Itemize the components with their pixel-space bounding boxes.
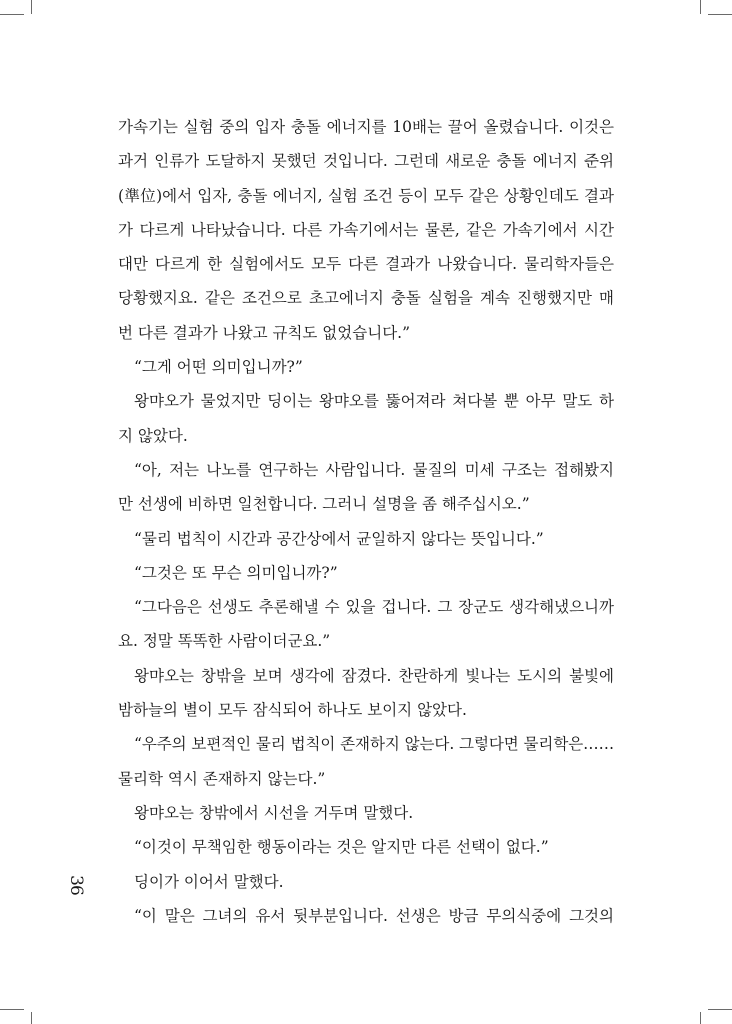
text-line: 요. 정말 똑똑한 사람이더군요.” [118,632,331,651]
text-line: “물리 법칙이 시간과 공간상에서 균일하지 않다는 뜻입니다.” [134,529,544,548]
text-line: (準位)에서 입자, 충돌 에너지, 실험 조건 등이 모두 같은 상황인데도 결과 [118,186,614,205]
text-line: 대만 다르게 한 실험에서도 모두 다른 결과가 나왔습니다. 물리학자들은 [118,255,614,274]
text-line: 번 다른 결과가 나왔고 규칙도 없었습니다.” [118,323,411,342]
text-line: “그다음은 선생도 추론해낼 수 있을 겁니다. 그 장군도 생각해냈으니까 [134,598,614,617]
text-line: “이것이 무책임한 행동이라는 것은 알지만 다른 선택이 없다.” [134,838,549,857]
text-line: 왕먀오는 창밖에서 시선을 거두며 말했다. [134,803,414,822]
crop-mark-bottom-right-vertical [700,1012,701,1024]
crop-mark-bottom-left-horizontal [0,1009,24,1010]
crop-mark-bottom-right-horizontal [708,1009,732,1010]
text-line: 지 않았다. [118,426,188,445]
text-line: 과거 인류가 도달하지 못했던 것입니다. 그런데 새로운 충돌 에너지 준위 [118,152,614,171]
text-line: 가 다르게 나타났습니다. 다른 가속기에서는 물론, 같은 가속기에서 시간 [118,220,614,239]
body-text [118,110,614,933]
text-line: “그게 어떤 의미입니까?” [134,358,303,377]
crop-mark-top-right-horizontal [708,14,732,15]
text-line: 당황했지요. 같은 조건으로 초고에너지 충돌 실험을 계속 진행했지만 매 [118,289,614,308]
text-line: “이 말은 그녀의 유서 뒷부분입니다. 선생은 방금 무의식중에 그것의 [134,906,614,925]
crop-mark-top-left-vertical [31,0,32,14]
text-line: 딩이가 이어서 말했다. [134,872,284,891]
text-line: 왕먀오는 창밖을 보며 생각에 잠겼다. 찬란하게 빛나는 도시의 불빛에 [134,666,614,685]
page-number: 36 [66,875,86,895]
text-line: 만 선생에 비하면 일천합니다. 그러니 설명을 좀 해주십시오.” [118,495,530,514]
crop-mark-bottom-left-vertical [31,1012,32,1024]
text-line: “그것은 또 무슨 의미입니까?” [134,563,338,582]
crop-mark-top-right-vertical [700,0,701,14]
text-line: 가속기는 실험 중의 입자 충돌 에너지를 10배는 끌어 올렸습니다. 이것은 [118,118,614,136]
crop-mark-top-left-horizontal [0,14,24,15]
text-line: 물리학 역시 존재하지 않는다.” [118,769,326,788]
text-line: 왕먀오가 물었지만 딩이는 왕먀오를 뚫어져라 쳐다볼 뿐 아무 말도 하 [134,392,614,411]
text-line: 밤하늘의 별이 모두 잠식되어 하나도 보이지 않았다. [118,701,467,720]
text-line: “아, 저는 나노를 연구하는 사람입니다. 물질의 미세 구조는 접해봤지 [134,460,614,479]
text-line: “우주의 보편적인 물리 법칙이 존재하지 않는다. 그렇다면 물리학은…… [134,735,614,754]
